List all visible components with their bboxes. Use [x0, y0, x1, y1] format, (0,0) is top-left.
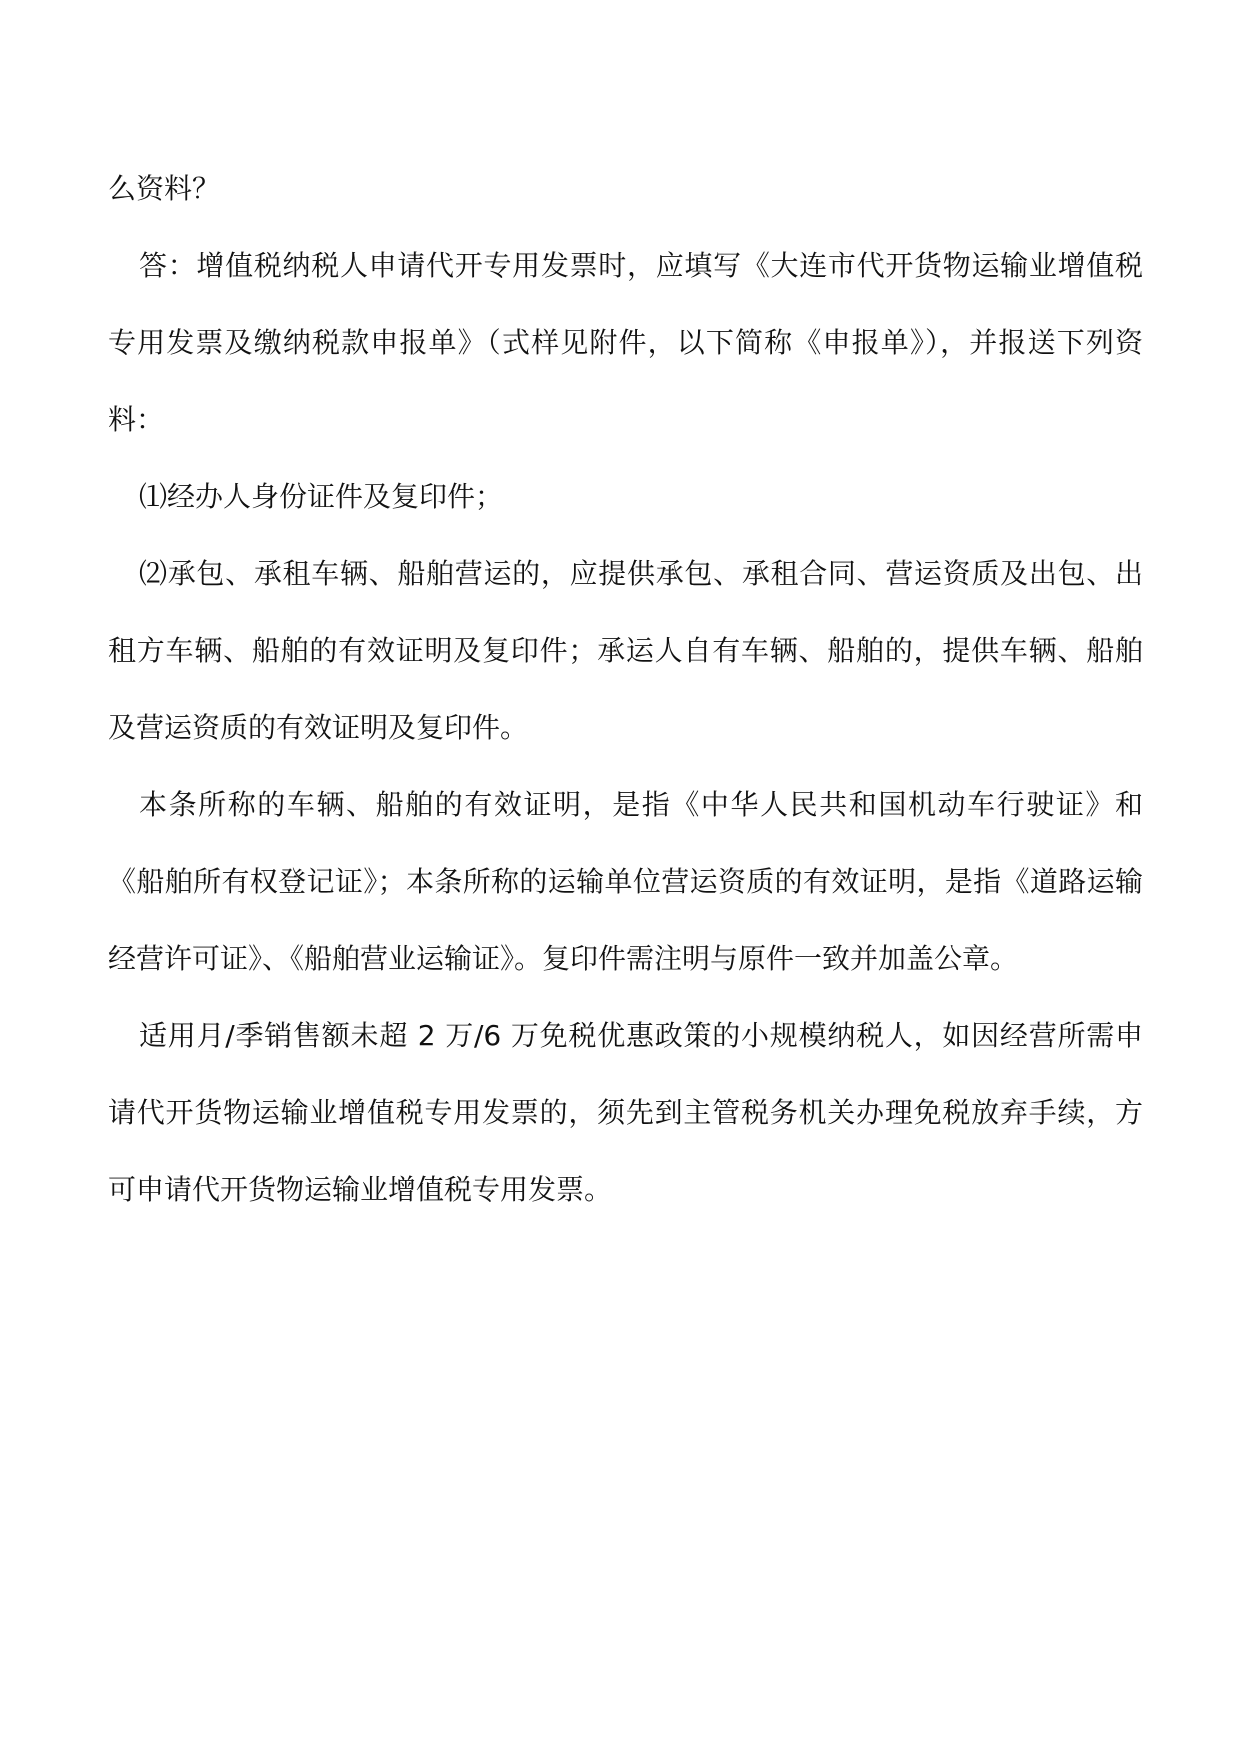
paragraph-definitions: 本条所称的车辆、船舶的有效证明，是指《中华人民共和国机动车行驶证》和《船舶所有权登记证》；本条所称的运输单位营运资质的有效证明，是指《道路运输经营许可证》、《船舶营业运输证》。复印件需注明与原件一致并加盖公章。 — [108, 788, 1143, 975]
paragraph-item-2: ⑵承包、承租车辆、船舶营运的，应提供承包、承租合同、营运资质及出包、出租方车辆、船舶的有效证明及复印件；承运人自有车辆、船舶的，提供车辆、船舶及营运资质的有效证明及复印件。 — [108, 557, 1143, 744]
paragraph-item-1: ⑴经办人身份证件及复印件； — [139, 480, 504, 513]
paragraph-continuation: 么资料？ — [108, 172, 221, 205]
document-body — [108, 150, 1143, 1228]
paragraph-small-taxpayer: 适用月/季销售额未超 2 万/6 万免税优惠政策的小规模纳税人，如因经营所需申请代开货物运输业增值税专用发票的，须先到主管税务机关办理免税放弃手续，方可申请代开货物运输业增值税专用发票。 — [108, 1019, 1143, 1206]
paragraph-answer: 答：增值税纳税人申请代开专用发票时，应填写《大连市代开货物运输业增值税专用发票及缴纳税款申报单》（式样见附件，以下简称《申报单》），并报送下列资料： — [108, 249, 1143, 436]
